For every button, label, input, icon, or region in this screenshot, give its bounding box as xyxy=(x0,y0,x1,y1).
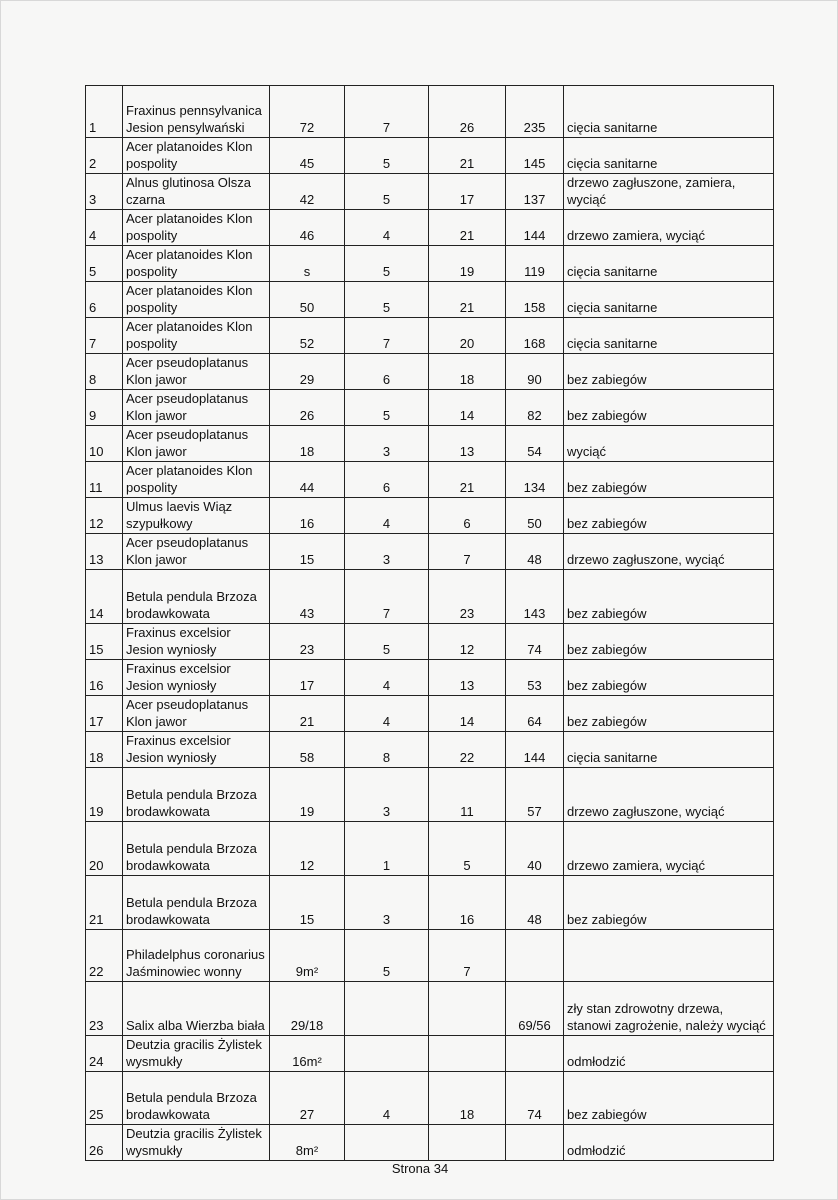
value-col-4: 90 xyxy=(506,354,564,390)
value-col-1: 29 xyxy=(270,354,345,390)
value-col-2: 5 xyxy=(345,174,429,210)
table-row xyxy=(86,876,774,930)
value-col-1: 8m² xyxy=(270,1125,345,1161)
table-row xyxy=(86,462,774,498)
species-name: Ulmus laevis Wiąz szypułkowy xyxy=(123,498,270,534)
value-col-2: 4 xyxy=(345,498,429,534)
remarks: bez zabiegów xyxy=(564,462,774,498)
value-col-4: 74 xyxy=(506,624,564,660)
table-row xyxy=(86,426,774,462)
row-number: 7 xyxy=(86,318,123,354)
table-row xyxy=(86,660,774,696)
table-row xyxy=(86,1036,774,1072)
species-name: Deutzia gracilis Żylistek wysmukły xyxy=(123,1036,270,1072)
value-col-3: 16 xyxy=(429,876,506,930)
species-name: Betula pendula Brzoza brodawkowata xyxy=(123,876,270,930)
value-col-4: 134 xyxy=(506,462,564,498)
value-col-1: 46 xyxy=(270,210,345,246)
value-col-3: 6 xyxy=(429,498,506,534)
value-col-2: 5 xyxy=(345,624,429,660)
value-col-2: 6 xyxy=(345,462,429,498)
species-name: Betula pendula Brzoza brodawkowata xyxy=(123,1072,270,1125)
row-number: 14 xyxy=(86,570,123,624)
value-col-1: 26 xyxy=(270,390,345,426)
value-col-3: 26 xyxy=(429,86,506,138)
species-name: Acer platanoides Klon pospolity xyxy=(123,138,270,174)
row-number: 6 xyxy=(86,282,123,318)
value-col-3: 7 xyxy=(429,534,506,570)
remarks: drzewo zamiera, wyciąć xyxy=(564,210,774,246)
table-row xyxy=(86,624,774,660)
value-col-1: 72 xyxy=(270,86,345,138)
remarks: cięcia sanitarne xyxy=(564,318,774,354)
value-col-1: 18 xyxy=(270,426,345,462)
row-number: 23 xyxy=(86,982,123,1036)
species-name: Acer pseudoplatanus Klon jawor xyxy=(123,426,270,462)
row-number: 19 xyxy=(86,768,123,822)
value-col-2: 1 xyxy=(345,822,429,876)
value-col-3: 7 xyxy=(429,930,506,982)
value-col-3: 21 xyxy=(429,282,506,318)
species-name: Acer platanoides Klon pospolity xyxy=(123,318,270,354)
value-col-4: 235 xyxy=(506,86,564,138)
table-row xyxy=(86,86,774,138)
value-col-3: 21 xyxy=(429,138,506,174)
remarks: bez zabiegów xyxy=(564,570,774,624)
value-col-4: 144 xyxy=(506,210,564,246)
row-number: 10 xyxy=(86,426,123,462)
value-col-4: 53 xyxy=(506,660,564,696)
value-col-2: 3 xyxy=(345,534,429,570)
table-row xyxy=(86,282,774,318)
row-number: 15 xyxy=(86,624,123,660)
species-name: Fraxinus excelsior Jesion wyniosły xyxy=(123,624,270,660)
species-name: Betula pendula Brzoza brodawkowata xyxy=(123,822,270,876)
remarks: cięcia sanitarne xyxy=(564,86,774,138)
row-number: 18 xyxy=(86,732,123,768)
value-col-2: 7 xyxy=(345,318,429,354)
row-number: 2 xyxy=(86,138,123,174)
value-col-4 xyxy=(506,930,564,982)
remarks: bez zabiegów xyxy=(564,696,774,732)
value-col-1: 58 xyxy=(270,732,345,768)
row-number: 3 xyxy=(86,174,123,210)
value-col-4: 74 xyxy=(506,1072,564,1125)
species-name: Deutzia gracilis Żylistek wysmukły xyxy=(123,1125,270,1161)
value-col-1: 45 xyxy=(270,138,345,174)
row-number: 9 xyxy=(86,390,123,426)
remarks: bez zabiegów xyxy=(564,390,774,426)
species-name: Philadelphus coronarius Jaśminowiec wonny xyxy=(123,930,270,982)
value-col-1: 17 xyxy=(270,660,345,696)
remarks xyxy=(564,930,774,982)
remarks: drzewo zagłuszone, wyciąć xyxy=(564,534,774,570)
value-col-2: 4 xyxy=(345,660,429,696)
row-number: 8 xyxy=(86,354,123,390)
value-col-4: 48 xyxy=(506,534,564,570)
value-col-4: 168 xyxy=(506,318,564,354)
value-col-2: 5 xyxy=(345,930,429,982)
table-row xyxy=(86,318,774,354)
row-number: 11 xyxy=(86,462,123,498)
value-col-1: 52 xyxy=(270,318,345,354)
value-col-2: 5 xyxy=(345,282,429,318)
value-col-4: 82 xyxy=(506,390,564,426)
remarks: cięcia sanitarne xyxy=(564,282,774,318)
value-col-3 xyxy=(429,1036,506,1072)
value-col-4: 57 xyxy=(506,768,564,822)
value-col-2: 8 xyxy=(345,732,429,768)
table-row xyxy=(86,768,774,822)
value-col-3: 13 xyxy=(429,426,506,462)
remarks: odmłodzić xyxy=(564,1125,774,1161)
value-col-3: 5 xyxy=(429,822,506,876)
value-col-3 xyxy=(429,982,506,1036)
species-name: Fraxinus excelsior Jesion wyniosły xyxy=(123,660,270,696)
value-col-4: 50 xyxy=(506,498,564,534)
value-col-1: 9m² xyxy=(270,930,345,982)
table-body xyxy=(86,86,774,1161)
remarks: bez zabiegów xyxy=(564,876,774,930)
row-number: 25 xyxy=(86,1072,123,1125)
value-col-1: 15 xyxy=(270,876,345,930)
row-number: 26 xyxy=(86,1125,123,1161)
value-col-4: 137 xyxy=(506,174,564,210)
value-col-1: 27 xyxy=(270,1072,345,1125)
row-number: 12 xyxy=(86,498,123,534)
row-number: 5 xyxy=(86,246,123,282)
value-col-4: 143 xyxy=(506,570,564,624)
species-name: Acer pseudoplatanus Klon jawor xyxy=(123,390,270,426)
value-col-3 xyxy=(429,1125,506,1161)
value-col-1: 42 xyxy=(270,174,345,210)
row-number: 24 xyxy=(86,1036,123,1072)
value-col-4: 40 xyxy=(506,822,564,876)
value-col-3: 11 xyxy=(429,768,506,822)
value-col-3: 18 xyxy=(429,354,506,390)
value-col-4: 54 xyxy=(506,426,564,462)
table-row xyxy=(86,174,774,210)
value-col-3: 18 xyxy=(429,1072,506,1125)
species-name: Fraxinus pennsylvanica Jesion pensylwański xyxy=(123,86,270,138)
table-row xyxy=(86,930,774,982)
remarks: wyciąć xyxy=(564,426,774,462)
remarks: odmłodzić xyxy=(564,1036,774,1072)
table-row xyxy=(86,534,774,570)
value-col-4 xyxy=(506,1125,564,1161)
value-col-3: 14 xyxy=(429,696,506,732)
row-number: 21 xyxy=(86,876,123,930)
value-col-4 xyxy=(506,1036,564,1072)
value-col-1: 29/18 xyxy=(270,982,345,1036)
table-row xyxy=(86,246,774,282)
value-col-2 xyxy=(345,1036,429,1072)
table-row xyxy=(86,822,774,876)
value-col-2: 5 xyxy=(345,390,429,426)
table-row xyxy=(86,1072,774,1125)
row-number: 22 xyxy=(86,930,123,982)
remarks: bez zabiegów xyxy=(564,1072,774,1125)
remarks: drzewo zamiera, wyciąć xyxy=(564,822,774,876)
value-col-4: 145 xyxy=(506,138,564,174)
row-number: 20 xyxy=(86,822,123,876)
value-col-3: 13 xyxy=(429,660,506,696)
species-name: Acer platanoides Klon pospolity xyxy=(123,210,270,246)
value-col-2 xyxy=(345,1125,429,1161)
table-row xyxy=(86,138,774,174)
table-row xyxy=(86,570,774,624)
species-name: Acer platanoides Klon pospolity xyxy=(123,246,270,282)
remarks: drzewo zagłuszone, zamiera, wyciąć xyxy=(564,174,774,210)
row-number: 13 xyxy=(86,534,123,570)
species-name: Alnus glutinosa Olsza czarna xyxy=(123,174,270,210)
value-col-1: 23 xyxy=(270,624,345,660)
value-col-1: 16m² xyxy=(270,1036,345,1072)
value-col-3: 19 xyxy=(429,246,506,282)
value-col-4: 158 xyxy=(506,282,564,318)
value-col-1: 21 xyxy=(270,696,345,732)
table-row xyxy=(86,498,774,534)
remarks: cięcia sanitarne xyxy=(564,246,774,282)
table-row xyxy=(86,696,774,732)
species-name: Acer platanoides Klon pospolity xyxy=(123,282,270,318)
value-col-2: 4 xyxy=(345,210,429,246)
value-col-2: 4 xyxy=(345,696,429,732)
species-name: Betula pendula Brzoza brodawkowata xyxy=(123,570,270,624)
row-number: 17 xyxy=(86,696,123,732)
table-row xyxy=(86,354,774,390)
value-col-3: 20 xyxy=(429,318,506,354)
table-row xyxy=(86,1125,774,1161)
species-name: Acer pseudoplatanus Klon jawor xyxy=(123,534,270,570)
value-col-1: 15 xyxy=(270,534,345,570)
remarks: bez zabiegów xyxy=(564,354,774,390)
remarks: bez zabiegów xyxy=(564,624,774,660)
value-col-2: 3 xyxy=(345,768,429,822)
row-number: 4 xyxy=(86,210,123,246)
value-col-1: 44 xyxy=(270,462,345,498)
remarks: cięcia sanitarne xyxy=(564,138,774,174)
value-col-2: 7 xyxy=(345,570,429,624)
species-name: Salix alba Wierzba biała xyxy=(123,982,270,1036)
value-col-1: 19 xyxy=(270,768,345,822)
value-col-3: 23 xyxy=(429,570,506,624)
value-col-4: 48 xyxy=(506,876,564,930)
table-row xyxy=(86,732,774,768)
remarks: bez zabiegów xyxy=(564,660,774,696)
value-col-2: 3 xyxy=(345,426,429,462)
remarks: bez zabiegów xyxy=(564,498,774,534)
table-row xyxy=(86,982,774,1036)
species-name: Betula pendula Brzoza brodawkowata xyxy=(123,768,270,822)
remarks: zły stan zdrowotny drzewa, stanowi zagrożenie, należy wyciąć xyxy=(564,982,774,1036)
value-col-4: 69/56 xyxy=(506,982,564,1036)
row-number: 16 xyxy=(86,660,123,696)
tree-inventory-table xyxy=(85,85,774,1161)
value-col-4: 119 xyxy=(506,246,564,282)
value-col-1: 12 xyxy=(270,822,345,876)
value-col-1: s xyxy=(270,246,345,282)
table-row xyxy=(86,210,774,246)
value-col-2: 5 xyxy=(345,138,429,174)
row-number: 1 xyxy=(86,86,123,138)
remarks: drzewo zagłuszone, wyciąć xyxy=(564,768,774,822)
value-col-3: 17 xyxy=(429,174,506,210)
value-col-4: 144 xyxy=(506,732,564,768)
remarks: cięcia sanitarne xyxy=(564,732,774,768)
page-footer: Strona 34 xyxy=(391,1161,449,1176)
value-col-3: 22 xyxy=(429,732,506,768)
value-col-1: 50 xyxy=(270,282,345,318)
value-col-2: 7 xyxy=(345,86,429,138)
species-name: Acer pseudoplatanus Klon jawor xyxy=(123,696,270,732)
value-col-3: 12 xyxy=(429,624,506,660)
value-col-1: 16 xyxy=(270,498,345,534)
species-name: Acer platanoides Klon pospolity xyxy=(123,462,270,498)
value-col-2: 4 xyxy=(345,1072,429,1125)
value-col-2: 5 xyxy=(345,246,429,282)
value-col-3: 21 xyxy=(429,462,506,498)
value-col-3: 21 xyxy=(429,210,506,246)
value-col-2 xyxy=(345,982,429,1036)
value-col-2: 3 xyxy=(345,876,429,930)
value-col-4: 64 xyxy=(506,696,564,732)
table-row xyxy=(86,390,774,426)
species-name: Acer pseudoplatanus Klon jawor xyxy=(123,354,270,390)
species-name: Fraxinus excelsior Jesion wyniosły xyxy=(123,732,270,768)
value-col-2: 6 xyxy=(345,354,429,390)
value-col-1: 43 xyxy=(270,570,345,624)
value-col-3: 14 xyxy=(429,390,506,426)
